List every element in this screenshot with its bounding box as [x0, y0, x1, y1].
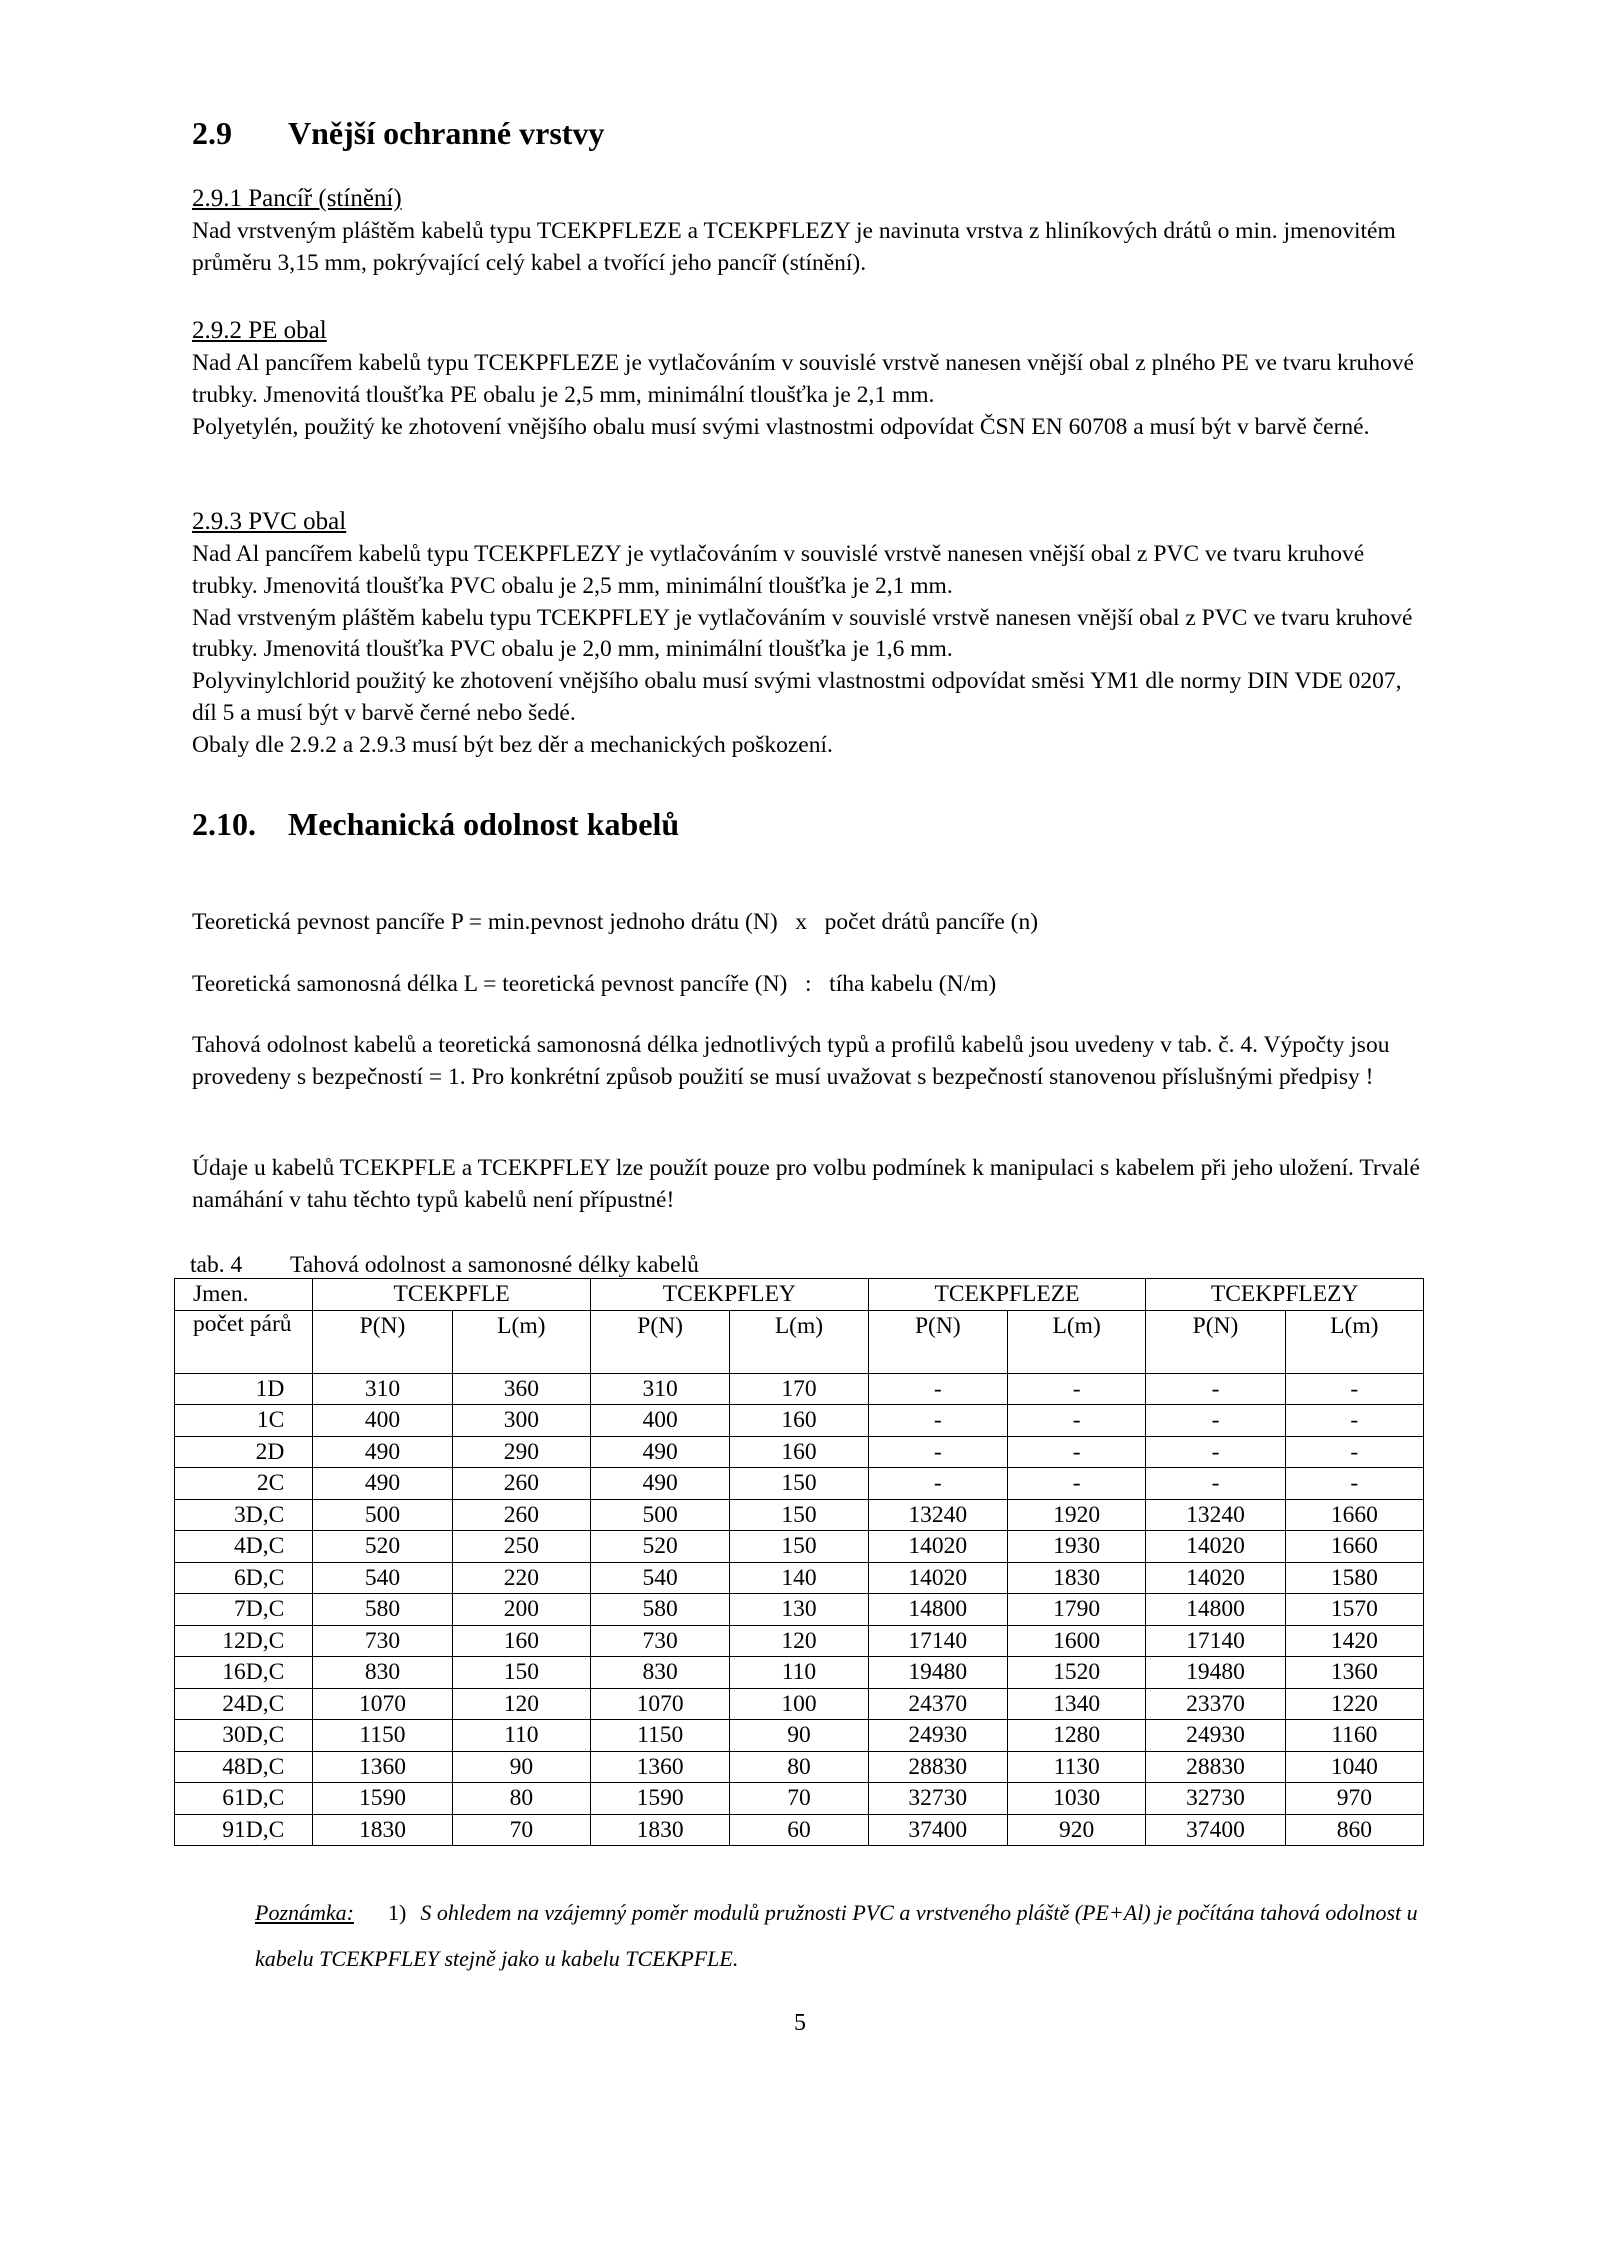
table-row [175, 1657, 1424, 1689]
table-cell: 28830 [868, 1751, 1007, 1783]
table-cell: 14800 [868, 1594, 1007, 1626]
table-cell: 1070 [313, 1688, 452, 1720]
table-cell: 1520 [1007, 1657, 1145, 1689]
table-cell: 70 [452, 1814, 590, 1846]
table-cell: 28830 [1146, 1751, 1285, 1783]
table-cell: 360 [452, 1373, 590, 1405]
table-cell: 32730 [868, 1783, 1007, 1815]
table-cell: 150 [730, 1499, 868, 1531]
table-row [175, 1814, 1424, 1846]
table-cell: 1360 [1285, 1657, 1423, 1689]
table-cell: 130 [730, 1594, 868, 1626]
table-cell: 290 [452, 1436, 590, 1468]
table-cell: 37400 [868, 1814, 1007, 1846]
table-cell: 830 [313, 1657, 452, 1689]
table-cell: 730 [313, 1625, 452, 1657]
paragraph: Nad vrstveným pláštěm kabelů typu TCEKPFLEZE a TCEKPFLEZY je navinuta vrstva z hliníkových drátů o min. jmenovitém průměru 3,15 mm, pokrývající celý kabel a tvořící jeho pancíř (stínění). [192, 218, 1396, 276]
footnote-text: S ohledem na vzájemný poměr modulů pružnosti PVC a vrstveného pláště (PE+Al) je počítána tahová odolnost u kabelu TCEKPFLEY stejně jako u kabelu TCEKPFLE. [255, 1900, 1418, 1971]
table-cell: 14020 [1146, 1562, 1285, 1594]
paragraph-safety: Tahová odolnost kabelů a teoretická samonosná délka jednotlivých typů a profilů kabelů jsou uvedeny v tab. č. 4. Výpočty jsou provedeny s bezpečností = 1. Pro konkrétní způsob použití se musí uvažovat s bezpečností stanovenou příslušnými předpisy ! [192, 1032, 1390, 1090]
subsection-title: 2.9.2 PE obal [192, 317, 327, 344]
table-cell: 1340 [1007, 1688, 1145, 1720]
table-cell: 1150 [313, 1720, 452, 1752]
header-sub: P(N) [1146, 1310, 1285, 1373]
table-cell: 1420 [1285, 1625, 1423, 1657]
table-cell: - [1285, 1468, 1423, 1500]
table-cell: 1590 [313, 1783, 452, 1815]
table-cell: 490 [590, 1468, 729, 1500]
table-cell: 160 [452, 1625, 590, 1657]
table-cell: 1830 [1007, 1562, 1145, 1594]
table-cell: - [868, 1436, 1007, 1468]
row-label: 16D,C [175, 1657, 313, 1689]
table-row [175, 1499, 1424, 1531]
row-label: 61D,C [175, 1783, 313, 1815]
table-cell: 1830 [590, 1814, 729, 1846]
table-cell: 1600 [1007, 1625, 1145, 1657]
table-cell: 490 [313, 1468, 452, 1500]
table-cell: - [1007, 1468, 1145, 1500]
section-number: 2.10. [192, 806, 256, 842]
paragraph-usage: Údaje u kabelů TCEKPFLE a TCEKPFLEY lze použít pouze pro volbu podmínek k manipulaci s kabelem při jeho uložení. Trvalé namáhání v tahu těchto typů kabelů není přípustné! [192, 1155, 1420, 1213]
footnote-index: 1) [387, 1900, 407, 1925]
subsection-title: 2.9.1 Pancíř (stínění) [192, 185, 402, 212]
table-cell: 1570 [1285, 1594, 1423, 1626]
formula-length [192, 969, 1422, 999]
table-cell: 1070 [590, 1688, 729, 1720]
table-cell: 500 [590, 1499, 729, 1531]
table-cell: 310 [590, 1373, 729, 1405]
table-cell: 1660 [1285, 1531, 1423, 1563]
table-cell: 19480 [868, 1657, 1007, 1689]
table-cell: - [1146, 1468, 1285, 1500]
table-row [175, 1751, 1424, 1783]
row-label: 12D,C [175, 1625, 313, 1657]
header-group: TCEKPFLEZY [1146, 1279, 1424, 1311]
header-sub: P(N) [590, 1310, 729, 1373]
table-cell: 520 [313, 1531, 452, 1563]
table-cell: 17140 [1146, 1625, 1285, 1657]
table-cell: 14020 [1146, 1531, 1285, 1563]
table-cell: 100 [730, 1688, 868, 1720]
table-cell: 150 [452, 1657, 590, 1689]
table-cell: 1150 [590, 1720, 729, 1752]
table-cell: 200 [452, 1594, 590, 1626]
table-cell: 24930 [1146, 1720, 1285, 1752]
table-cell: 80 [730, 1751, 868, 1783]
table-cell: - [1007, 1436, 1145, 1468]
paragraph: Nad vrstveným pláštěm kabelu typu TCEKPFLEY je vytlačováním v souvislé vrstvě nanesen vnější obal z PVC ve tvaru kruhové trubky. Jmenovitá tloušťka PVC obalu je 2,0 mm, minimální tloušťka je 1,6 mm. [192, 604, 1413, 663]
row-label: 1C [175, 1405, 313, 1437]
header-sub: L(m) [1285, 1310, 1423, 1373]
table-cell: 23370 [1146, 1688, 1285, 1720]
table-cell: 490 [313, 1436, 452, 1468]
row-label: 91D,C [175, 1814, 313, 1846]
table-caption-label: tab. 4 [190, 1252, 243, 1278]
table-cell: 1830 [313, 1814, 452, 1846]
table-cell: - [1146, 1373, 1285, 1405]
row-label: 48D,C [175, 1751, 313, 1783]
row-label: 6D,C [175, 1562, 313, 1594]
table-cell: 120 [452, 1688, 590, 1720]
table-cell: 1220 [1285, 1688, 1423, 1720]
table-cell: 260 [452, 1468, 590, 1500]
table-row [175, 1594, 1424, 1626]
subsection-title: 2.9.3 PVC obal [192, 508, 347, 535]
row-label: 2D [175, 1436, 313, 1468]
header-jmen: Jmen. [175, 1279, 313, 1311]
table-cell: 1280 [1007, 1720, 1145, 1752]
subsection-text [192, 216, 1422, 280]
table-cell: 1360 [313, 1751, 452, 1783]
table-cell: 24930 [868, 1720, 1007, 1752]
table-cell: 970 [1285, 1783, 1423, 1815]
table-cell: 920 [1007, 1814, 1145, 1846]
table-row [175, 1720, 1424, 1752]
table-cell: 14020 [868, 1562, 1007, 1594]
table-cell: - [868, 1405, 1007, 1437]
table-cell: 830 [590, 1657, 729, 1689]
tension-table [174, 1278, 1424, 1846]
table-cell: 730 [590, 1625, 729, 1657]
table-cell: - [1285, 1373, 1423, 1405]
table-cell: 1660 [1285, 1499, 1423, 1531]
table-cell: 1160 [1285, 1720, 1423, 1752]
table-cell: 140 [730, 1562, 868, 1594]
table-cell: 400 [313, 1405, 452, 1437]
table-cell: 17140 [868, 1625, 1007, 1657]
table-cell: - [868, 1468, 1007, 1500]
header-pocet: počet párů [175, 1310, 313, 1373]
header-sub: L(m) [730, 1310, 868, 1373]
table-cell: 1930 [1007, 1531, 1145, 1563]
table-cell: - [1285, 1436, 1423, 1468]
table-row [175, 1688, 1424, 1720]
table-body [175, 1373, 1424, 1846]
section-2-10-heading [192, 804, 1422, 844]
table-row [175, 1783, 1424, 1815]
table-cell: 32730 [1146, 1783, 1285, 1815]
table-cell: 580 [590, 1594, 729, 1626]
table-caption-text: Tahová odolnost a samonosné délky kabelů [290, 1252, 699, 1278]
row-label: 7D,C [175, 1594, 313, 1626]
table-cell: 310 [313, 1373, 452, 1405]
table-cell: 1590 [590, 1783, 729, 1815]
table-cell: 120 [730, 1625, 868, 1657]
table-cell: 1130 [1007, 1751, 1145, 1783]
table-cell: 60 [730, 1814, 868, 1846]
header-sub: P(N) [868, 1310, 1007, 1373]
table-cell: 1580 [1285, 1562, 1423, 1594]
section-title: Mechanická odolnost kabelů [288, 806, 680, 842]
table-caption [190, 1250, 699, 1280]
table-cell: - [1007, 1373, 1145, 1405]
table-row [175, 1373, 1424, 1405]
paragraph: Nad Al pancířem kabelů typu TCEKPFLEZY je vytlačováním v souvislé vrstvě nanesen vnější obal z PVC ve tvaru kruhové trubky. Jmenovitá tloušťka PVC obalu je 2,5 mm, minimální tloušťka je 2,1 mm. [192, 541, 1365, 599]
table-cell: 260 [452, 1499, 590, 1531]
footnote [255, 1890, 1435, 1982]
table-cell: 19480 [1146, 1657, 1285, 1689]
table-cell: 250 [452, 1531, 590, 1563]
header-group: TCEKPFLEY [590, 1279, 868, 1311]
header-sub: L(m) [452, 1310, 590, 1373]
table-cell: 14020 [868, 1531, 1007, 1563]
section-title: Vnější ochranné vrstvy [288, 115, 605, 151]
table-cell: 13240 [868, 1499, 1007, 1531]
table-cell: 520 [590, 1531, 729, 1563]
header-sub: P(N) [313, 1310, 452, 1373]
table-cell: 160 [730, 1436, 868, 1468]
table-cell: 14800 [1146, 1594, 1285, 1626]
row-label: 2C [175, 1468, 313, 1500]
table-row [175, 1562, 1424, 1594]
formula-text: Teoretická pevnost pancíře P = min.pevnost jednoho drátu (N) x počet drátů pancíře (n) [192, 909, 1039, 935]
table-cell: 1360 [590, 1751, 729, 1783]
table-cell: 150 [730, 1531, 868, 1563]
paragraph: Obaly dle 2.9.2 a 2.9.3 musí být bez děr a mechanických poškození. [192, 731, 833, 758]
table-row [175, 1531, 1424, 1563]
table-cell: 110 [730, 1657, 868, 1689]
table-cell: 80 [452, 1783, 590, 1815]
row-label: 24D,C [175, 1688, 313, 1720]
table-cell: - [1146, 1436, 1285, 1468]
header-group: TCEKPFLEZE [868, 1279, 1146, 1311]
table-row [175, 1468, 1424, 1500]
row-label: 3D,C [175, 1499, 313, 1531]
table-cell: 1040 [1285, 1751, 1423, 1783]
subsection-text [192, 539, 1422, 762]
table-cell: 150 [730, 1468, 868, 1500]
section-2-9-heading [192, 113, 1422, 153]
subsection-text [192, 348, 1422, 443]
table-cell: 90 [452, 1751, 590, 1783]
formula-text: Teoretická samonosná délka L = teoretická pevnost pancíře (N) : tíha kabelu (N/m) [192, 971, 997, 997]
footnote-label: Poznámka: [255, 1900, 354, 1925]
table-cell: - [1146, 1405, 1285, 1437]
table-cell: 90 [730, 1720, 868, 1752]
section-number: 2.9 [192, 115, 232, 151]
table-cell: 540 [590, 1562, 729, 1594]
table-cell: 580 [313, 1594, 452, 1626]
table-header [175, 1279, 1424, 1374]
table-cell: - [868, 1373, 1007, 1405]
section-2-9-1 [192, 182, 1422, 280]
table-cell: - [1285, 1405, 1423, 1437]
table-cell: 160 [730, 1405, 868, 1437]
page-number: 5 [794, 2010, 806, 2036]
table-cell: 400 [590, 1405, 729, 1437]
table-cell: - [1007, 1405, 1145, 1437]
header-group: TCEKPFLE [313, 1279, 591, 1311]
table-cell: 24370 [868, 1688, 1007, 1720]
table-cell: 70 [730, 1783, 868, 1815]
table-row [175, 1625, 1424, 1657]
table-cell: 37400 [1146, 1814, 1285, 1846]
paragraph: Nad Al pancířem kabelů typu TCEKPFLEZE je vytlačováním v souvislé vrstvě nanesen vnější obal z plného PE ve tvaru kruhové trubky. Jmenovitá tloušťka PE obalu je 2,5 mm, minimální tloušťka je 2,1 mm. [192, 350, 1414, 408]
table-cell: 1790 [1007, 1594, 1145, 1626]
table-cell: 170 [730, 1373, 868, 1405]
row-label: 1D [175, 1373, 313, 1405]
table-row [175, 1405, 1424, 1437]
table-cell: 1920 [1007, 1499, 1145, 1531]
table-cell: 1030 [1007, 1783, 1145, 1815]
section-2-9-3 [192, 505, 1422, 762]
table-cell: 220 [452, 1562, 590, 1594]
table-row [175, 1436, 1424, 1468]
table-cell: 500 [313, 1499, 452, 1531]
paragraph: Polyetylén, použitý ke zhotovení vnějšího obalu musí svými vlastnostmi odpovídat ČSN EN 60708 a musí být v barvě černé. [192, 413, 1370, 440]
section-2-9-2 [192, 314, 1422, 443]
row-label: 4D,C [175, 1531, 313, 1563]
row-label: 30D,C [175, 1720, 313, 1752]
table-cell: 860 [1285, 1814, 1423, 1846]
formula-strength [192, 907, 1422, 937]
table-cell: 490 [590, 1436, 729, 1468]
table-cell: 300 [452, 1405, 590, 1437]
header-sub: L(m) [1007, 1310, 1145, 1373]
paragraph: Polyvinylchlorid použitý ke zhotovení vnějšího obalu musí svými vlastnostmi odpovídat směsi YM1 dle normy DIN VDE 0207, díl 5 a musí být v barvě černé nebo šedé. [192, 668, 1402, 726]
table-cell: 13240 [1146, 1499, 1285, 1531]
table-cell: 110 [452, 1720, 590, 1752]
table-cell: 540 [313, 1562, 452, 1594]
